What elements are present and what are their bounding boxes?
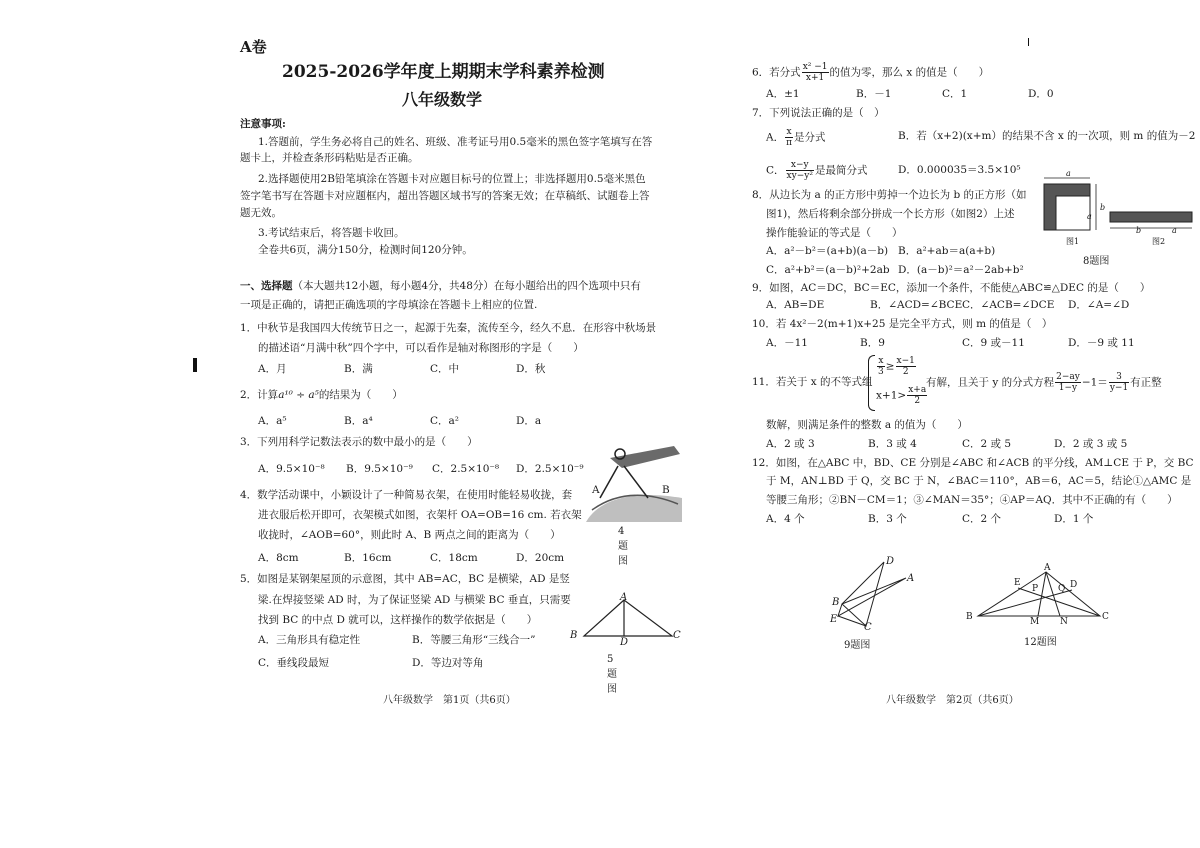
q12-option-d: D．1 个: [1054, 513, 1094, 525]
q9-option-b: B．∠ACD=∠BCE: [870, 299, 963, 311]
q12-text-2: 于 M，AN⊥BD 于 Q，交 BC 于 N，∠BAC＝110°，AB＝6，AC＝5，结论①△AMC 是: [766, 475, 1192, 487]
q12-label-q: Q: [1058, 584, 1066, 594]
q10-text: 10．若 4x²－2(m+1)x+25 是完全平方式，则 m 的值是（ ）: [752, 318, 1053, 330]
q7-option-a-denominator: π: [786, 138, 793, 148]
page-2: [600, 0, 1200, 848]
q11-eq-rhs-den: y−1: [1109, 383, 1129, 393]
q10-option-b: B．9: [860, 337, 885, 349]
q9-text: 9．如图，AC＝DC，BC＝EC，添加一个条件，不能使△ABC≌△DEC 的是（ ）: [752, 282, 1151, 294]
q11-inequality-1: [876, 356, 917, 377]
q7-option-c-denominator: xy−y²: [786, 171, 813, 181]
q12-option-b: B．3 个: [868, 513, 907, 525]
q1-text-2: 的描述语“月满中秋”四个字中，可以看作是轴对称图形的字是（ ）: [258, 342, 584, 354]
q4-option-d: D．20cm: [516, 552, 565, 564]
notice-line: 题无效。: [240, 207, 282, 219]
q1-option-d: D．秋: [516, 363, 546, 375]
q11-suffix: 有正整: [1130, 376, 1162, 389]
q9-label-b: B: [832, 597, 840, 608]
exam-subject: 八年级数学: [402, 90, 483, 109]
q11-ineq1-rhs-den: 2: [902, 367, 909, 377]
q7-option-a-suffix: 是分式: [794, 131, 826, 144]
q8-option-a: A．a²－b²＝(a+b)(a－b): [766, 245, 889, 257]
scan-mark: [193, 358, 197, 372]
q7-option-d: D．0.000035＝3.5×10⁵: [898, 164, 1021, 176]
q8-option-d: D．(a－b)²＝a²－2ab+b²: [898, 264, 1024, 276]
q8-text: 8．从边长为 a 的正方形中剪掉一个边长为 b 的正方形（如: [752, 189, 1027, 201]
q11-ineq1-lhs-num: x: [878, 356, 884, 366]
q11-eq-lhs-den: 1−y: [1058, 383, 1078, 393]
q12-figure: [972, 566, 1108, 622]
q7-option-c-fraction: [786, 160, 814, 181]
q8-seg-b: b: [1100, 203, 1106, 212]
q5-option-c: C．垂线段最短: [258, 657, 330, 669]
q6-option-d: D．0: [1028, 88, 1054, 100]
q4-label-a: A: [592, 484, 600, 496]
q9-label-e: E: [830, 614, 838, 625]
q7-option-a-label: A．: [766, 131, 785, 144]
exam-title: 2025-2026学年度上期期末学科素养检测: [282, 62, 605, 82]
q12-label-p: P: [1032, 584, 1039, 594]
q2-text: [240, 388, 403, 402]
q7-option-c-numerator: x−y: [786, 160, 814, 171]
q11-ineq2-lhs: x+1>: [876, 389, 907, 402]
q11-inequality-2: [876, 385, 928, 406]
q5-figure-caption: 5题图: [607, 654, 617, 695]
q3-option-c: C．2.5×10⁻⁸: [432, 463, 500, 475]
q1-text: 1．中秋节是我国四大传统节日之一，起源于先秦，流传至今，经久不息．在形容中秋场景: [240, 322, 657, 334]
q8-figures: [1036, 168, 1198, 256]
q11-ineq2-rhs-num: x+a: [908, 385, 927, 395]
q7-option-a-numerator: x: [786, 127, 792, 137]
page-footer: 八年级数学 第1页（共6页）: [383, 695, 516, 706]
q6-fraction: [802, 62, 829, 83]
q10-option-c: C．9 或－11: [962, 337, 1025, 349]
q1-option-a: A．月: [258, 363, 287, 375]
q11-option-d: D．2 或 3 或 5: [1054, 438, 1128, 450]
q9-option-d: D．∠A=∠D: [1068, 299, 1130, 311]
q9-figure: [832, 556, 916, 632]
q11-eq-rhs-num: 3: [1109, 372, 1129, 383]
q6-prefix: 6．若分式: [752, 66, 801, 79]
q2-option-a: A．a⁵: [258, 415, 287, 427]
q12-text-3: 等腰三角形；②BN－CM＝1；③∠MAN＝35°；④AP＝AQ．其中不正确的有（ ）: [766, 494, 1178, 506]
q5-text-3: 找到 BC 的中点 D 就可以，这样操作的数学依据是（ ）: [258, 614, 538, 626]
q7-option-b: B．若（x+2)(x+m）的结果不含 x 的一次项，则 m 的值为－2: [898, 130, 1196, 142]
q4-figure-caption: 4题图: [618, 526, 628, 567]
q7-option-c: [766, 160, 867, 181]
q11-ineq2-rhs-den: 2: [914, 396, 921, 406]
q5-option-b: B．等腰三角形“三线合一”: [412, 634, 536, 646]
q11-eq-lhs-num: 2−ay: [1056, 372, 1080, 382]
q8-seg-a: a: [1066, 169, 1071, 178]
notice-line: 题卡上，并检查条形码粘贴是否正确。: [240, 152, 419, 164]
q11-mid: 有解，且关于 y 的分式方程: [926, 376, 1055, 389]
section-heading: 一、选择题: [240, 280, 293, 292]
q9-label-a: A: [907, 573, 915, 584]
q8-text-2: 图1)，然后将剩余部分拼成一个长方形（如图2）上述: [766, 208, 1015, 220]
q10-option-d: D．－9 或 11: [1068, 337, 1135, 349]
q6-text: [752, 62, 989, 83]
q11-option-b: B．3 或 4: [868, 438, 917, 450]
q9-label-c: C: [864, 622, 872, 633]
q12-label-d: D: [1070, 580, 1078, 590]
q12-label-n: N: [1060, 617, 1068, 627]
q11-ineq2-rhs: [907, 385, 927, 406]
q8-fig2-label: 图2: [1152, 237, 1166, 246]
section-heading-line: [240, 279, 641, 293]
q6-option-c: C．1: [942, 88, 968, 100]
q8-option-c: C．a²+b²＝(a－b)²+2ab: [766, 264, 890, 276]
notice-line: 2.选择题使用2B铅笔填涂在答题卡对应题目标号的位置上；非选择题用0.5毫米黑色: [258, 173, 646, 185]
q12-text: 12．如图，在△ABC 中，BD、CE 分别是∠ABC 和∠ACB 的平分线，AM⊥CE 于 P，交 BC: [752, 457, 1194, 469]
q2-prefix: 2．计算: [240, 389, 279, 401]
paper-tag: A卷: [240, 38, 267, 56]
q4-text: 4．数学活动课中，小颖设计了一种简易衣架，在使用时能轻易收拢，套: [240, 489, 573, 501]
q7-option-a: [766, 127, 826, 148]
q3-option-b: B．9.5×10⁻⁹: [346, 463, 413, 475]
q9-option-a: A．AB=DE: [766, 299, 825, 311]
q2-option-b: B．a⁴: [344, 415, 373, 427]
q4-option-c: C．18cm: [430, 552, 478, 564]
q5-label-d: D: [620, 637, 629, 648]
q11-eq-rhs: [1109, 372, 1129, 393]
q3-text: 3．下列用科学记数法表示的数中最小的是（ ）: [240, 436, 478, 448]
q7-text: 7．下列说法正确的是（ ）: [752, 107, 885, 119]
q8-figure-caption: 8题图: [1083, 256, 1110, 267]
q12-label-c: C: [1102, 612, 1109, 622]
q5-label-b: B: [570, 630, 578, 641]
notice-line: 签字笔书写在答题卡对应题框内，超出答题区域书写的答案无效；在草稿纸、试题卷上答: [240, 190, 650, 202]
q10-option-a: A．－11: [766, 337, 808, 349]
q11-ineq1-lhs-den: 3: [878, 367, 884, 377]
q7-option-c-suffix: 是最简分式: [814, 164, 868, 177]
q11-text-2: 数解，则满足条件的整数 a 的值为（ ）: [766, 419, 968, 431]
section-text: （本大题共12小题，每小题4分，共48分）在每小题给出的四个选项中只有: [292, 280, 641, 292]
q6-option-a: A．±1: [766, 88, 800, 100]
q8-seg-a-2: a: [1087, 212, 1092, 221]
q11-equation: [926, 372, 1162, 393]
q12-option-a: A．4 个: [766, 513, 805, 525]
notice-line: 全卷共6页，满分150分，检测时间120分钟。: [258, 244, 473, 256]
q8-text-3: 操作能验证的等式是（ ）: [766, 227, 903, 239]
q6-option-b: B．－1: [856, 88, 892, 100]
q7-option-c-label: C．: [766, 164, 785, 177]
notice-line: 3.考试结束后，将答题卡收回。: [258, 227, 405, 239]
q5-option-a: A．三角形具有稳定性: [258, 634, 361, 646]
q12-option-c: C．2 个: [962, 513, 1002, 525]
q11-prefix: 11．若关于 x 的不等式组: [752, 376, 873, 388]
q12-label-m: M: [1030, 617, 1040, 627]
q6-suffix: 的值为零，那么 x 的值是（ ）: [829, 66, 990, 79]
q9-figure-caption: 9题图: [844, 640, 871, 651]
q4-text-3: 收拢时，∠AOB=60°，则此时 A、B 两点之间的距离为（ ）: [258, 529, 561, 541]
q3-option-a: A．9.5×10⁻⁸: [258, 463, 325, 475]
q8-fig1-label: 图1: [1066, 237, 1080, 246]
q2-option-c: C．a²: [430, 415, 460, 427]
q11-eq-mid: −1＝: [1081, 376, 1108, 389]
q11-ineq1-lhs: [877, 356, 885, 377]
q5-label-c: C: [673, 630, 681, 641]
q1-option-c: C．中: [430, 363, 460, 375]
scan-mark: [1028, 38, 1029, 46]
q7-option-a-fraction: [785, 127, 793, 148]
q9-label-d: D: [886, 556, 895, 567]
q11-option-c: C．2 或 5: [962, 438, 1012, 450]
q11-ineq1-rhs: [896, 356, 916, 377]
q5-text: 5．如图是某钢架屋顶的示意图，其中 AB=AC，BC 是横梁，AD 是竖: [240, 573, 570, 585]
q4-text-2: 进衣服后松开即可，衣架模式如图，衣架杆 OA=OB=16 cm. 若衣架: [258, 509, 582, 521]
q12-figure-caption: 12题图: [1024, 637, 1057, 648]
q2-option-d: D．a: [516, 415, 542, 427]
q6-numerator: x² −1: [802, 62, 828, 72]
q5-option-d: D．等边对等角: [412, 657, 484, 669]
q8-seg-a-3: a: [1172, 226, 1177, 235]
q9-option-c: C．∠ACB=∠DCE: [962, 299, 1055, 311]
q12-label-b: B: [966, 612, 973, 622]
q3-option-d: D．2.5×10⁻⁹: [516, 463, 584, 475]
q12-label-e: E: [1014, 578, 1021, 588]
q12-label-a: A: [1044, 563, 1051, 573]
q1-option-b: B．满: [344, 363, 373, 375]
q8-option-b: B．a²+ab＝a(a+b): [898, 245, 996, 257]
q4-label-b: B: [662, 484, 670, 496]
q5-label-a: A: [620, 592, 628, 603]
q11-ineq1-op: ≥: [885, 360, 895, 373]
q6-denominator: x+1: [805, 73, 825, 83]
q11-brace: [868, 355, 875, 411]
q11-eq-lhs: [1055, 372, 1081, 393]
notice-heading: 注意事项:: [240, 118, 286, 130]
q11-option-a: A．2 或 3: [766, 438, 815, 450]
q2-expression: a¹⁰ ÷ a⁵: [278, 389, 319, 401]
q8-seg-b-2: b: [1136, 226, 1142, 235]
q5-text-2: 梁.在焊接竖梁 AD 时，为了保证竖梁 AD 与横梁 BC 垂直，只需要: [258, 594, 571, 606]
q11-ineq1-rhs-num: x−1: [896, 356, 915, 366]
q4-option-a: A．8cm: [258, 552, 299, 564]
section-text-2: 一项是正确的，请把正确选项的字母填涂在答题卡上相应的位置.: [240, 299, 538, 311]
q4-option-b: B．16cm: [344, 552, 392, 564]
notice-line: 1.答题前，学生务必将自己的姓名、班级、准考证号用0.5毫米的黑色签字笔填写在答: [258, 136, 653, 148]
page-footer: 八年级数学 第2页（共6页）: [886, 695, 1019, 706]
q2-suffix: 的结果为（ ）: [318, 389, 403, 401]
